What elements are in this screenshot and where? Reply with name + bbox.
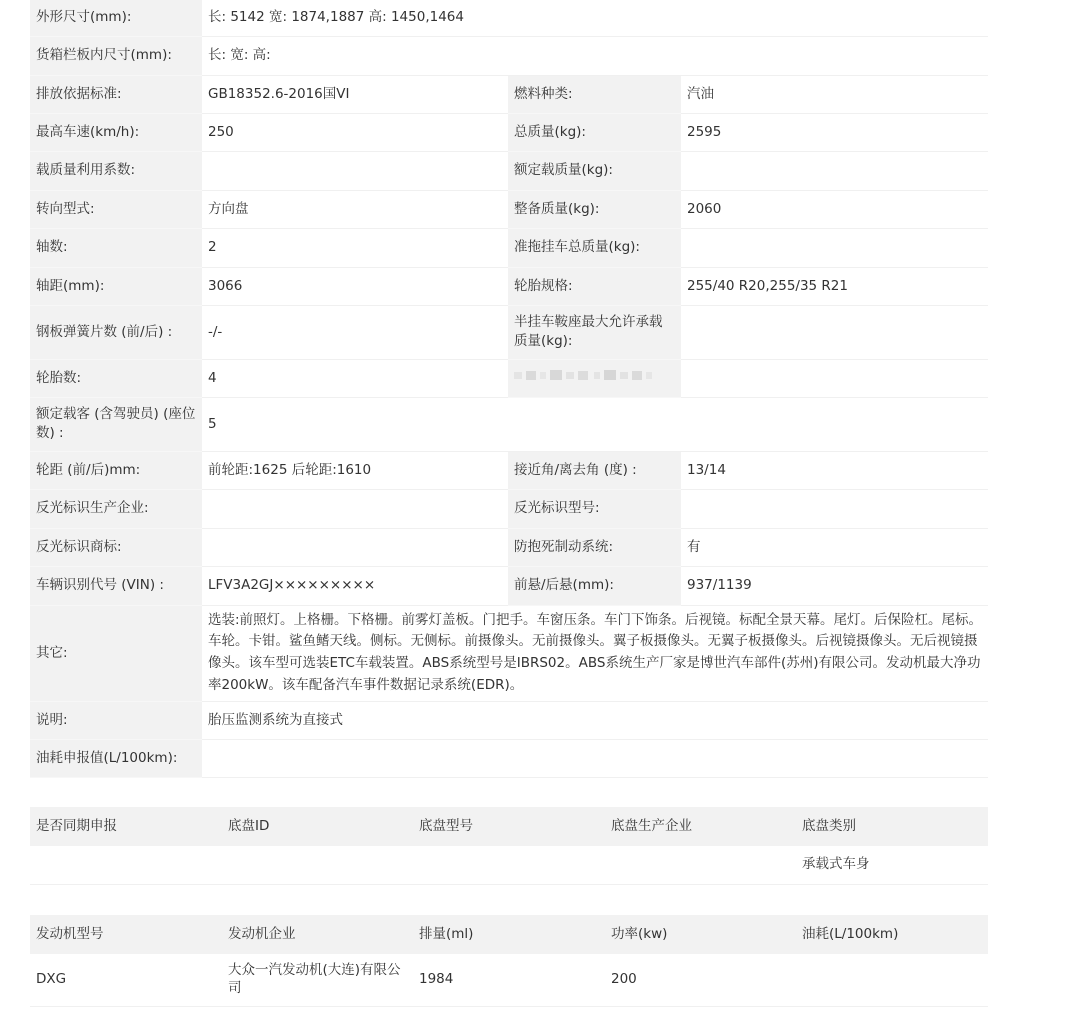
row-reflector-maker (30, 489, 988, 528)
value-emission: GB18352.6-2016国VI (202, 75, 508, 113)
chassis-cell (413, 846, 605, 885)
value-trailer-mass (681, 228, 988, 267)
label-tires: 轮胎数: (30, 359, 202, 397)
value-fuel-consumption (202, 739, 988, 777)
chassis-header-row (30, 807, 988, 846)
row-other (30, 605, 988, 701)
engine-cell: 200 (605, 954, 796, 1007)
label-tire-spec: 轮胎规格: (508, 267, 681, 305)
value-reflector-maker (202, 489, 508, 528)
row-emission (30, 75, 988, 113)
row-note (30, 701, 988, 739)
chassis-row (30, 846, 988, 885)
chassis-header: 是否同期申报 (30, 807, 222, 846)
label-emission: 排放依据标准: (30, 75, 202, 113)
value-other: 选装:前照灯。上格栅。下格栅。前雾灯盖板。门把手。车窗压条。车门下饰条。后视镜。标配全景天幕。尾灯。后保险杠。尾标。车轮。卡钳。鲨鱼鳍天线。侧标。无侧标。前摄像头。无前摄像头。翼子板摄像头。无翼子板摄像头。后视镜摄像头。无后视镜摄像头。该车型可选装ETC车载装置。ABS系统型号是IBRS02。ABS系统生产厂家是博世汽车部件(苏州)有限公司。发动机最大净功率200kW。该车配备汽车事件数据记录系统(EDR)。 (202, 605, 988, 701)
value-tire-spec: 255/40 R20,255/35 R21 (681, 267, 988, 305)
label-wheelbase: 轴距(mm): (30, 267, 202, 305)
label-saddle-load: 半挂车鞍座最大允许承载质量(kg): (508, 305, 681, 359)
label-abs: 防抱死制动系统: (508, 528, 681, 566)
label-total-mass: 总质量(kg): (508, 113, 681, 151)
row-vin (30, 566, 988, 605)
label-vin: 车辆识别代号 (VIN) : (30, 566, 202, 605)
value-blurred (681, 359, 988, 397)
engine-row (30, 954, 988, 1007)
value-max-speed: 250 (202, 113, 508, 151)
value-total-mass: 2595 (681, 113, 988, 151)
value-cargo-box: 长: 宽: 高: (202, 36, 988, 75)
value-vin: LFV3A2GJ××××××××× (202, 566, 508, 605)
value-track: 前轮距:1625 后轮距:1610 (202, 451, 508, 489)
value-steering: 方向盘 (202, 190, 508, 228)
value-leaf-springs: -/- (202, 305, 508, 359)
value-overhang: 937/1139 (681, 566, 988, 605)
value-reflector-brand (202, 528, 508, 566)
chassis-table (30, 807, 988, 885)
value-reflector-model (681, 489, 988, 528)
chassis-header: 底盘ID (222, 807, 413, 846)
redaction-blur (514, 367, 654, 383)
value-curb-mass: 2060 (681, 190, 988, 228)
row-axles (30, 228, 988, 267)
row-load-coeff (30, 151, 988, 190)
chassis-header: 底盘类别 (796, 807, 988, 846)
label-load-coeff: 载质量利用系数: (30, 151, 202, 190)
row-max-speed (30, 113, 988, 151)
chassis-cell (605, 846, 796, 885)
label-reflector-model: 反光标识型号: (508, 489, 681, 528)
row-track (30, 451, 988, 489)
spec-table (30, 0, 988, 778)
value-saddle-load (681, 305, 988, 359)
label-track: 轮距 (前/后)mm: (30, 451, 202, 489)
label-fuel-type: 燃料种类: (508, 75, 681, 113)
value-abs: 有 (681, 528, 988, 566)
chassis-cell (222, 846, 413, 885)
engine-header: 排量(ml) (413, 915, 605, 954)
label-cargo-box: 货箱栏板内尺寸(mm): (30, 36, 202, 75)
row-dimensions (30, 0, 988, 36)
value-rated-load (681, 151, 988, 190)
label-steering: 转向型式: (30, 190, 202, 228)
label-curb-mass: 整备质量(kg): (508, 190, 681, 228)
label-other: 其它: (30, 605, 202, 701)
engine-table (30, 915, 988, 1007)
row-reflector-brand (30, 528, 988, 566)
blurred-cell (508, 359, 681, 397)
label-passengers: 额定载客 (含驾驶员) (座位数) : (30, 397, 202, 451)
row-tires (30, 359, 988, 397)
engine-cell (796, 954, 988, 1007)
label-rated-load: 额定载质量(kg): (508, 151, 681, 190)
value-note: 胎压监测系统为直接式 (202, 701, 988, 739)
label-dimensions: 外形尺寸(mm): (30, 0, 202, 36)
row-passengers (30, 397, 988, 451)
label-axles: 轴数: (30, 228, 202, 267)
row-fuel-consumption (30, 739, 988, 777)
engine-cell: 大众一汽发动机(大连)有限公司 (222, 954, 413, 1007)
engine-cell: 1984 (413, 954, 605, 1007)
chassis-cell (30, 846, 222, 885)
chassis-header: 底盘生产企业 (605, 807, 796, 846)
label-max-speed: 最高车速(km/h): (30, 113, 202, 151)
value-wheelbase: 3066 (202, 267, 508, 305)
chassis-header: 底盘型号 (413, 807, 605, 846)
value-fuel-type: 汽油 (681, 75, 988, 113)
value-approach-angle: 13/14 (681, 451, 988, 489)
label-leaf-springs: 钢板弹簧片数 (前/后) : (30, 305, 202, 359)
label-reflector-brand: 反光标识商标: (30, 528, 202, 566)
engine-header: 发动机企业 (222, 915, 413, 954)
row-wheelbase (30, 267, 988, 305)
row-leaf-springs (30, 305, 988, 359)
label-approach-angle: 接近角/离去角 (度) : (508, 451, 681, 489)
label-overhang: 前悬/后悬(mm): (508, 566, 681, 605)
value-dimensions: 长: 5142 宽: 1874,1887 高: 1450,1464 (202, 0, 988, 36)
engine-cell: DXG (30, 954, 222, 1007)
engine-header-row (30, 915, 988, 954)
label-note: 说明: (30, 701, 202, 739)
label-trailer-mass: 准拖挂车总质量(kg): (508, 228, 681, 267)
engine-header: 功率(kw) (605, 915, 796, 954)
engine-header: 油耗(L/100km) (796, 915, 988, 954)
value-tires: 4 (202, 359, 508, 397)
label-reflector-maker: 反光标识生产企业: (30, 489, 202, 528)
value-passengers: 5 (202, 397, 988, 451)
row-cargo-box (30, 36, 988, 75)
label-fuel-consumption: 油耗申报值(L/100km): (30, 739, 202, 777)
engine-header: 发动机型号 (30, 915, 222, 954)
value-axles: 2 (202, 228, 508, 267)
chassis-cell: 承载式车身 (796, 846, 988, 885)
value-load-coeff (202, 151, 508, 190)
row-steering (30, 190, 988, 228)
